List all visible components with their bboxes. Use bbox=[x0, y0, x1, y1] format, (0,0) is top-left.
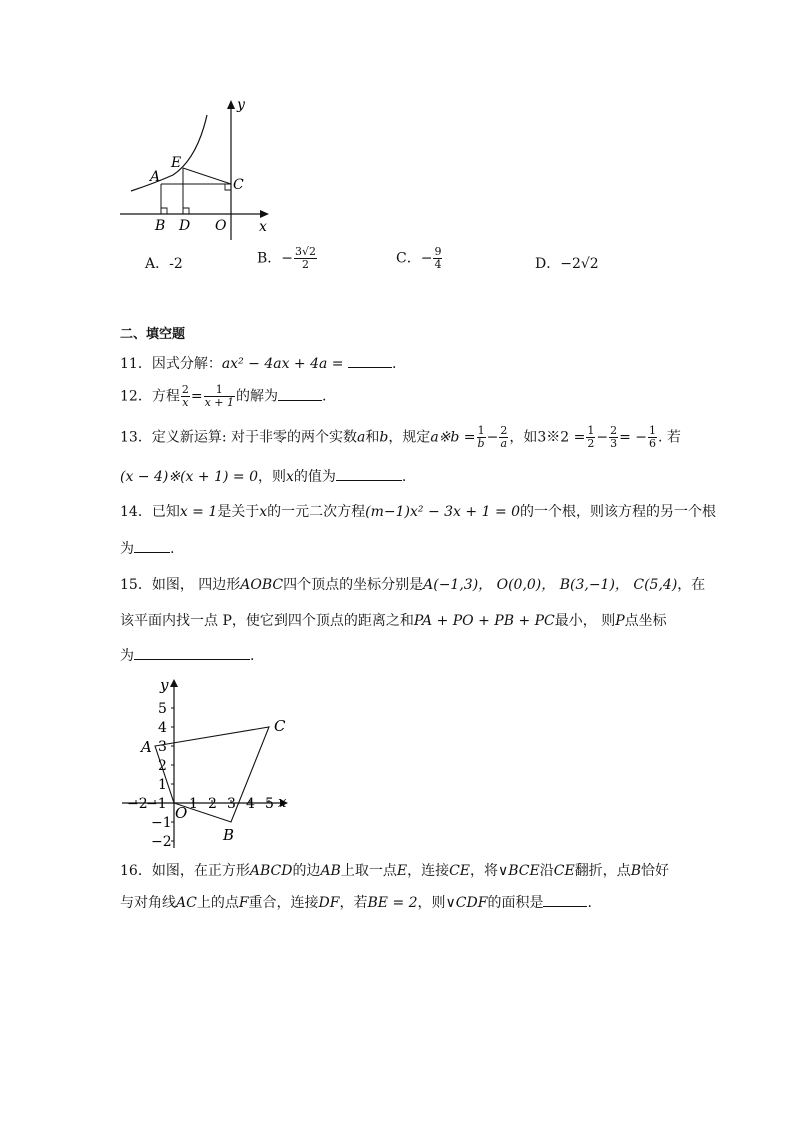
q13-ex-frac-2 bbox=[609, 425, 618, 450]
q16-ce2: CE bbox=[553, 863, 575, 879]
label-x: x bbox=[259, 219, 267, 235]
label-y: y bbox=[237, 97, 245, 113]
point-label-c: C bbox=[274, 717, 286, 735]
q12-answer-blank[interactable] bbox=[278, 386, 322, 401]
q14-answer-blank[interactable] bbox=[134, 538, 170, 553]
q11-expr: ax² − 4ax + 4a = bbox=[221, 356, 344, 372]
q14-mid: 是关于 bbox=[217, 504, 260, 520]
q13-f1-den: b bbox=[477, 437, 485, 450]
q15-line2: 该平面内找一点 P，使它到四个顶点的距离之和 bbox=[120, 613, 414, 629]
choice-b-fraction bbox=[294, 246, 317, 271]
figure-2-coordinate-plane bbox=[118, 676, 298, 848]
label-b: B bbox=[155, 218, 166, 234]
q14-mid2: 的一元二次方程 bbox=[267, 504, 366, 520]
q14-eqn: (m−1)x² − 3x + 1 = 0 bbox=[365, 504, 521, 520]
q14-line2: 为 bbox=[120, 541, 134, 557]
q13-prefix: 13．定义新运算: 对于非零的两个实数 bbox=[120, 429, 357, 446]
q13-end: . bbox=[401, 469, 407, 485]
q16-line2b: 上的点 bbox=[196, 895, 239, 911]
q13-answer-blank[interactable] bbox=[336, 466, 402, 481]
choice-c[interactable] bbox=[396, 246, 443, 271]
q13-and: 和 bbox=[365, 429, 380, 446]
choice-a[interactable] bbox=[145, 254, 183, 274]
q12-rhs-num: 1 bbox=[204, 384, 235, 397]
question-16-line-2 bbox=[120, 892, 592, 913]
choice-c-letter: C． bbox=[396, 250, 421, 267]
q13-ex-frac-3 bbox=[648, 425, 657, 450]
question-14-line-1 bbox=[120, 502, 716, 522]
q16-tri: ∨BCE bbox=[498, 863, 540, 879]
q14-var: x bbox=[259, 504, 268, 520]
q15-answer-blank[interactable] bbox=[134, 645, 250, 660]
q11-answer-blank[interactable] bbox=[348, 353, 392, 368]
y-axis-arrow-icon bbox=[227, 100, 235, 109]
q16-e: E bbox=[396, 863, 408, 879]
question-12 bbox=[120, 384, 326, 409]
q15-line2b: 最小， 则 bbox=[554, 613, 616, 629]
q14-end: . bbox=[170, 541, 175, 557]
q16-line2: 与对角线 bbox=[120, 895, 176, 911]
choice-c-fraction bbox=[433, 246, 442, 271]
label-a: A bbox=[150, 169, 161, 185]
q15-quad: AOBC bbox=[240, 577, 284, 593]
q13-ex-frac-1 bbox=[586, 425, 595, 450]
q11-end: . bbox=[391, 356, 397, 372]
q16-line2e: ，则 bbox=[417, 895, 446, 911]
q13-e2-num: 2 bbox=[610, 424, 618, 437]
q15-coords: A(−1,3)， O(0,0)， B(3,−1)， C(5,4) bbox=[423, 577, 678, 593]
q13-e1-den: 2 bbox=[587, 437, 595, 450]
q13-line2b: ，则 bbox=[257, 469, 286, 485]
q12-end: . bbox=[321, 388, 327, 405]
q16-b: B bbox=[630, 863, 641, 879]
choice-c-den: 4 bbox=[434, 258, 442, 271]
choice-b-sign: − bbox=[281, 250, 294, 267]
choice-d-letter: D． bbox=[535, 256, 561, 272]
q13-rule: ，规定 bbox=[388, 429, 431, 446]
y-tick-label: 4 bbox=[158, 720, 167, 736]
q13-e1-num: 1 bbox=[587, 424, 595, 437]
q15-sum: PA + PO + PB + PC bbox=[413, 613, 555, 629]
q16-ce: CE bbox=[449, 863, 471, 879]
q16-line1d: ，连接 bbox=[407, 863, 450, 879]
label-o: O bbox=[215, 218, 227, 234]
q16-sq: ABCD bbox=[249, 863, 293, 879]
q16-end: . bbox=[587, 895, 592, 911]
y-tick-label: −2 bbox=[151, 834, 172, 848]
q15-line1: 15．如图， 四边形 bbox=[120, 577, 241, 593]
x-tick-label: 1 bbox=[189, 796, 198, 812]
section-title: 二、填空题 bbox=[120, 327, 186, 342]
q13-f2-den: a bbox=[500, 437, 508, 450]
q15-end: . bbox=[250, 648, 255, 664]
q11-prefix: 11．因式分解： bbox=[120, 356, 222, 372]
q15-p: P bbox=[615, 613, 625, 629]
fig2-y-label: y bbox=[160, 676, 169, 694]
choice-b[interactable] bbox=[257, 246, 318, 271]
q16-line2f: 的面积是 bbox=[487, 895, 544, 911]
y-tick-label: 3 bbox=[158, 739, 167, 755]
q13-frac-1 bbox=[477, 425, 486, 450]
fig2-origin-label: O bbox=[175, 804, 188, 822]
right-angle-mark-c bbox=[225, 184, 231, 190]
q16-tri2: ∨CDF bbox=[445, 895, 488, 911]
q13-minus: − bbox=[486, 429, 499, 446]
question-13-line-2 bbox=[120, 466, 406, 487]
question-15-line-3 bbox=[120, 645, 254, 666]
q13-a: a bbox=[356, 429, 366, 446]
q15-line1c: ，在 bbox=[677, 577, 706, 593]
q16-line2d: ，若 bbox=[339, 895, 368, 911]
q13-f1-num: 1 bbox=[477, 424, 485, 437]
x-tick-label: −2 bbox=[127, 796, 148, 812]
x-tick-label: 4 bbox=[246, 796, 255, 812]
choice-d-value: −2√2 bbox=[560, 256, 599, 272]
y-tick-label: 2 bbox=[158, 758, 167, 774]
q16-line1g: 翻折，点 bbox=[574, 863, 631, 879]
q12-prefix: 12．方程 bbox=[120, 388, 180, 405]
segment-ec bbox=[183, 168, 231, 184]
label-d: D bbox=[179, 218, 191, 234]
question-11 bbox=[120, 353, 396, 374]
figure-1-graph bbox=[115, 95, 275, 240]
q12-eq: = bbox=[190, 388, 203, 405]
q16-line1f: 沿 bbox=[539, 863, 554, 879]
q13-tail: . 若 bbox=[657, 429, 681, 446]
point-label-b: B bbox=[223, 826, 235, 844]
q13-var: x bbox=[285, 469, 294, 485]
q16-line2c: 重合，连接 bbox=[248, 895, 319, 911]
q16-f: F bbox=[238, 895, 249, 911]
q14-tail: 的一个根，则该方程的另一个根 bbox=[520, 504, 717, 520]
q13-f2-num: 2 bbox=[500, 424, 508, 437]
choice-c-num: 9 bbox=[434, 245, 442, 258]
q15-line3: 为 bbox=[120, 648, 134, 664]
y-tick-label: 1 bbox=[158, 777, 167, 793]
choice-d[interactable] bbox=[535, 254, 599, 274]
choice-a-letter: A． bbox=[145, 256, 170, 272]
q16-line1b: 的边 bbox=[292, 863, 321, 879]
q13-b: b bbox=[379, 429, 389, 446]
q13-e2-den: 3 bbox=[610, 437, 618, 450]
choice-b-num: 3√2 bbox=[295, 245, 317, 258]
label-c: C bbox=[233, 177, 244, 193]
choice-b-den: 2 bbox=[302, 258, 310, 271]
curve bbox=[131, 115, 207, 191]
q13-line2: (x − 4)※(x + 1) = 0 bbox=[120, 469, 258, 485]
choice-a-value: -2 bbox=[169, 256, 183, 272]
q12-lhs-den: x bbox=[182, 396, 189, 409]
q15-line2c: 点坐标 bbox=[624, 613, 667, 629]
x-tick-label: 5 bbox=[265, 796, 274, 812]
y-axis-arrow-icon bbox=[170, 679, 178, 687]
q13-e3-num: 1 bbox=[648, 424, 656, 437]
q13-example: ，如3※2 = bbox=[509, 429, 586, 446]
choice-c-sign: − bbox=[420, 250, 433, 267]
q14-prefix: 14．已知 bbox=[120, 504, 180, 520]
q16-be: BE = 2 bbox=[367, 895, 418, 911]
q13-ex-minus: − bbox=[596, 429, 609, 446]
x-tick-label: 2 bbox=[208, 796, 217, 812]
point-label-a: A bbox=[141, 738, 152, 756]
question-15-line-1 bbox=[120, 575, 705, 595]
q16-line1: 16．如图，在正方形 bbox=[120, 863, 250, 879]
q13-frac-2 bbox=[499, 425, 508, 450]
q13-op-expr: a※b = bbox=[430, 429, 476, 446]
question-13-line-1 bbox=[120, 425, 681, 450]
right-angle-mark-d bbox=[183, 208, 189, 214]
q16-ac: AC bbox=[176, 895, 197, 911]
q13-line2c: 的值为 bbox=[293, 469, 336, 485]
right-angle-mark-b bbox=[161, 208, 167, 214]
q16-ab: AB bbox=[320, 863, 341, 879]
q15-line1b: 四个顶点的坐标分别是 bbox=[283, 577, 424, 593]
question-15-line-2 bbox=[120, 611, 667, 631]
q16-line1h: 恰好 bbox=[640, 863, 669, 879]
q12-rhs-fraction bbox=[204, 384, 235, 409]
x-tick-label: 3 bbox=[227, 796, 236, 812]
q16-answer-blank[interactable] bbox=[543, 892, 587, 907]
q16-line1e: ，将 bbox=[470, 863, 499, 879]
x-axis-arrow-icon bbox=[260, 210, 269, 218]
label-e: E bbox=[171, 155, 182, 171]
q12-lhs-fraction bbox=[181, 384, 190, 409]
question-14-line-2 bbox=[120, 538, 174, 559]
q13-e3-den: 6 bbox=[648, 437, 656, 450]
x-tick-label: −1 bbox=[146, 796, 167, 812]
y-tick-label: −1 bbox=[151, 815, 172, 831]
y-tick-label: 5 bbox=[158, 701, 167, 717]
q12-lhs-num: 2 bbox=[181, 383, 189, 396]
q14-cond: x = 1 bbox=[179, 504, 218, 520]
q16-line1c: 上取一点 bbox=[340, 863, 397, 879]
choice-b-letter: B． bbox=[257, 250, 282, 267]
fig2-x-label: x bbox=[278, 793, 287, 811]
q13-eq2: = − bbox=[619, 429, 647, 446]
q12-rhs-den: x + 1 bbox=[204, 396, 234, 409]
q12-suffix: 的解为 bbox=[235, 388, 278, 405]
q16-df: DF bbox=[318, 895, 340, 911]
question-16-line-1 bbox=[120, 861, 669, 881]
